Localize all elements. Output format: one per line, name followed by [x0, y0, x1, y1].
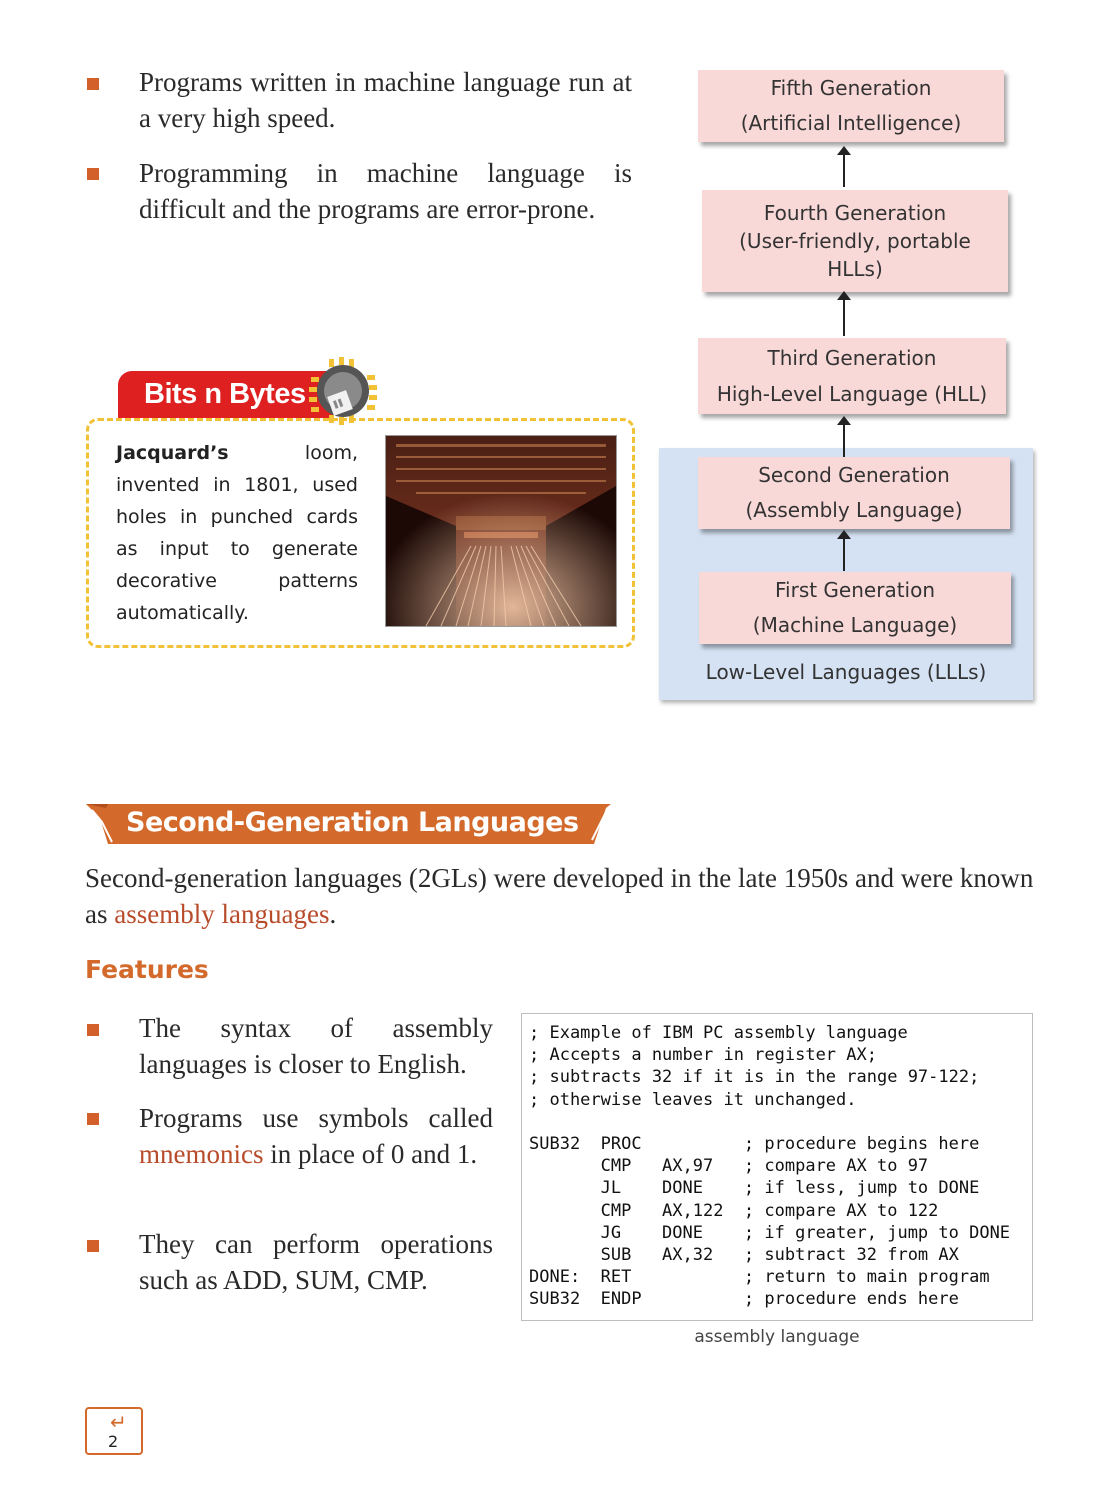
- assembly-languages-term: assembly languages: [114, 899, 330, 929]
- chip-icon: [303, 355, 381, 427]
- arrow-up-icon: [843, 153, 845, 187]
- feature-item: They can perform operations such as ADD, SUM, CMP.: [139, 1229, 493, 1295]
- feature-item: Programs use symbols called mnemonics in place of 0 and 1.: [139, 1103, 493, 1169]
- bullet-text-difficult: Programming in machine language is difficult and the programs are error-prone.: [139, 158, 632, 224]
- jacquard-loom-photo: [385, 435, 617, 627]
- intro-paragraph: Second-generation languages (2GLs) were developed in the late 1950s and were known as assembly languages.: [85, 863, 1034, 929]
- bullet-square-icon: [87, 168, 99, 180]
- first-generation-subtitle: (Machine Language): [752, 613, 958, 637]
- third-generation-box: [698, 338, 1006, 414]
- mnemonics-term: mnemonics: [139, 1139, 264, 1169]
- fourth-generation-subtitle-2: HLLs): [827, 257, 883, 281]
- bits-n-bytes-title: Bits n Bytes: [118, 371, 333, 418]
- return-arrow-icon: ↵: [110, 1410, 127, 1434]
- third-generation-subtitle: High-Level Language (HLL): [716, 382, 988, 406]
- fourth-generation-box: [702, 190, 1008, 292]
- assembly-code: ; Example of IBM PC assembly language ; Accepts a number in register AX; ; subtracts 32 if it is in the range 97-122; ; otherwise leaves it unchanged. SUB32 PROC ; procedure begins here CMP AX,97 ; compare AX to 97 JL DONE ; if less, jump to DONE CMP AX,122 ; compare AX to 122 JG DONE ; if greater, jump to DONE SUB AX,32 ; subtract 32 from AX DONE: RET ; return to main program SUB32 ENDP ; procedure ends here: [529, 1023, 1011, 1310]
- section-title: Second-Generation Languages: [126, 807, 579, 838]
- arrow-up-icon: [843, 423, 845, 458]
- fifth-generation-title: Fifth Generation: [770, 76, 932, 100]
- third-generation-title: Third Generation: [767, 346, 937, 370]
- page-number: 2: [108, 1432, 119, 1451]
- code-caption: assembly language: [694, 1327, 860, 1347]
- fourth-generation-subtitle: (User-friendly, portable: [739, 229, 971, 253]
- first-generation-title: First Generation: [774, 578, 936, 602]
- arrow-up-icon: [843, 298, 845, 336]
- fifth-generation-subtitle: (Artificial Intelligence): [740, 111, 962, 135]
- bullet-square-icon: [87, 1113, 99, 1125]
- first-generation-box: [699, 572, 1011, 644]
- bullet-square-icon: [87, 1024, 99, 1036]
- bullet-text-speed: Programs written in machine language run at a very high speed.: [139, 67, 632, 133]
- bullet-square-icon: [87, 1240, 99, 1252]
- second-generation-subtitle: (Assembly Language): [745, 498, 963, 522]
- arrow-up-icon: [843, 537, 845, 571]
- second-generation-box: [698, 457, 1010, 529]
- features-heading: Features: [85, 955, 209, 984]
- bits-n-bytes-text: Jacquard’s loom, invented in 1801, used holes in punched cards as input to generate decorative patterns automatically.: [116, 442, 358, 624]
- second-generation-title: Second Generation: [758, 463, 950, 487]
- fourth-generation-title: Fourth Generation: [763, 201, 947, 225]
- bullet-square-icon: [87, 78, 99, 90]
- feature-item: The syntax of assembly languages is closer to English.: [139, 1013, 493, 1079]
- fifth-generation-box: [698, 70, 1004, 142]
- low-level-languages-label: Low-Level Languages (LLLs): [705, 660, 987, 684]
